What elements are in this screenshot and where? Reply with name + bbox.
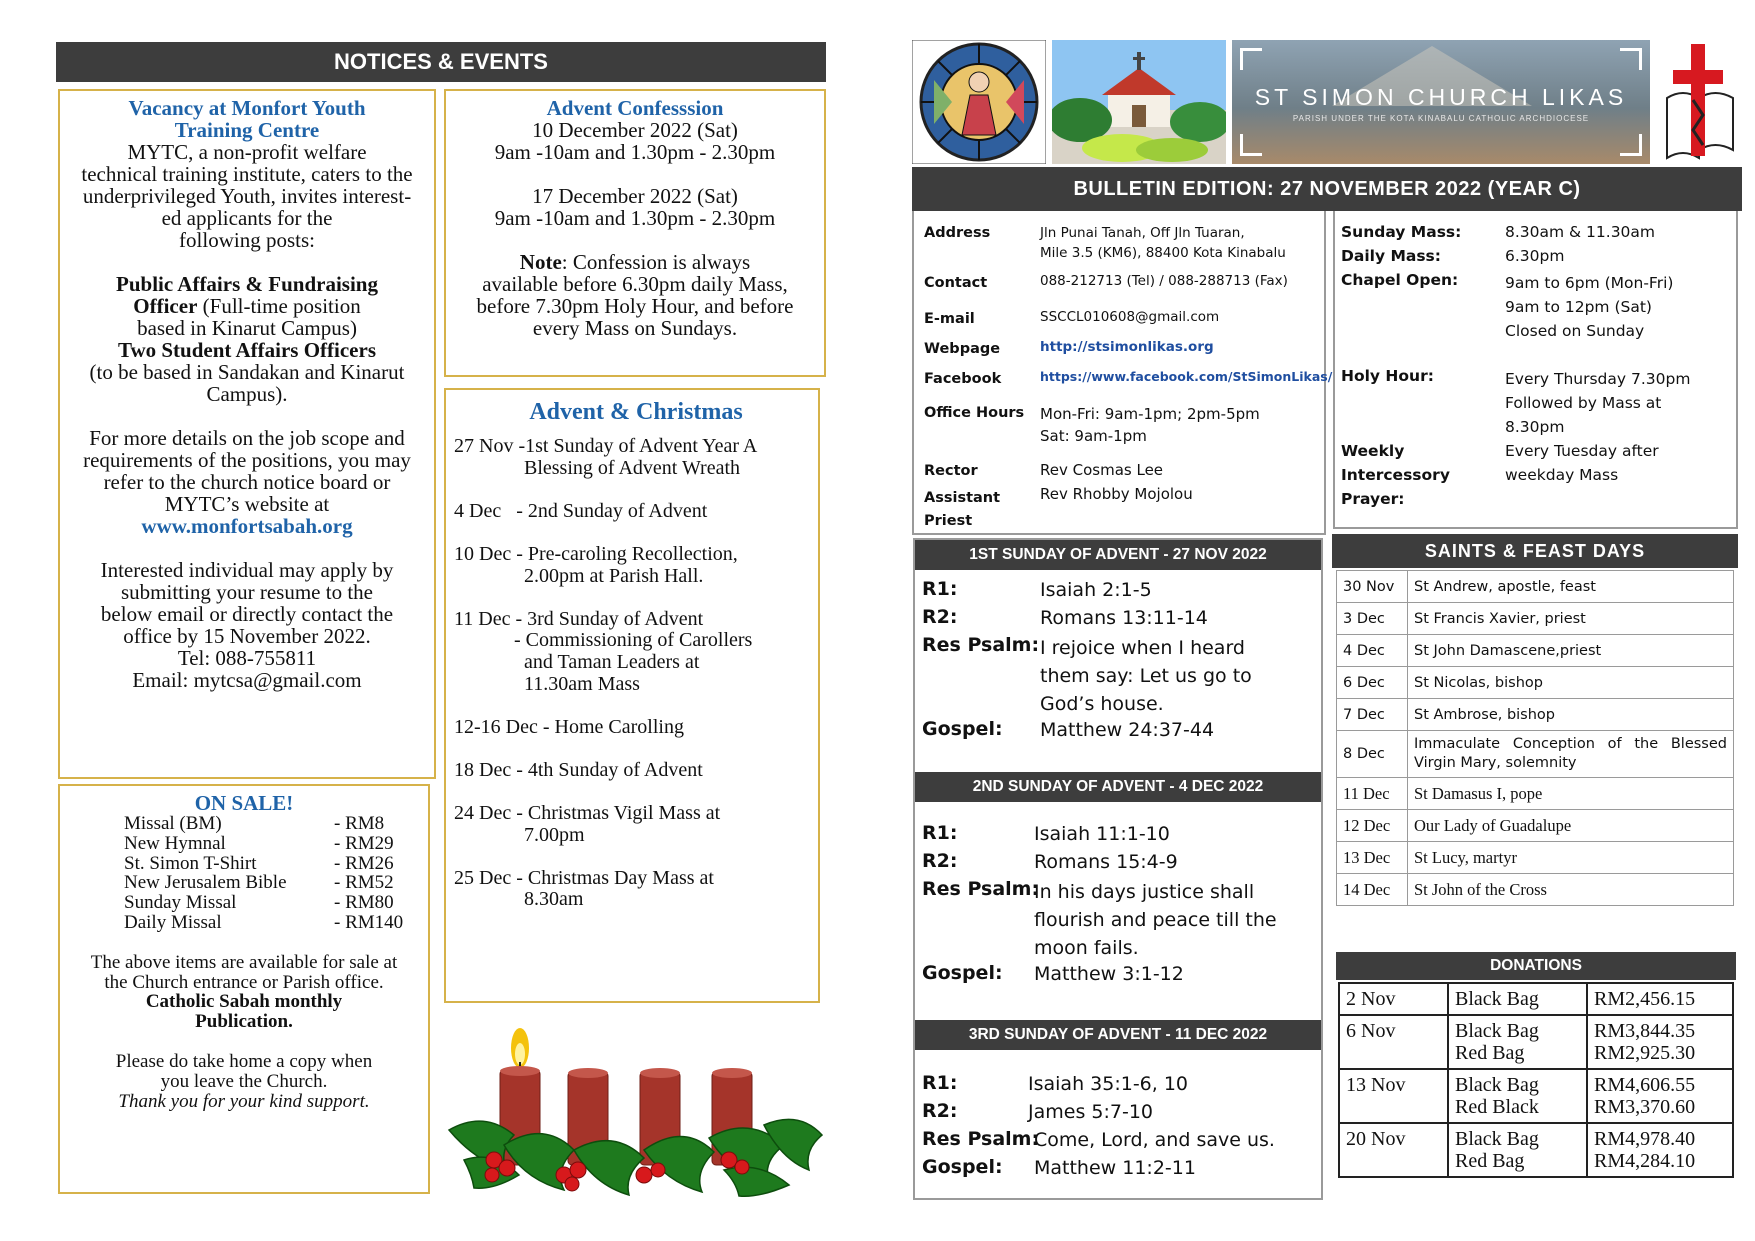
assistant-priest-value: Rev Rhobby Mojolou — [1040, 485, 1193, 503]
advent-line — [454, 522, 818, 544]
reading-block-1: R1: Isaiah 2:1-5 R2: Romans 13:11-14 Res Psalm: I rejoice when I heard them say: Let us go to God’s house. Gospel: Matthew 24:37-44 — [922, 578, 1252, 741]
saint-name: St John Damascene,priest — [1408, 635, 1734, 667]
donation-date: 13 Nov — [1339, 1069, 1448, 1123]
saint-row — [1337, 635, 1734, 667]
donation-bags — [1448, 1069, 1587, 1123]
intercessory-prayer-value: Every Tuesday after weekday Mass — [1505, 442, 1659, 484]
office-hours-label: Office Hours — [924, 405, 1025, 421]
reading-1-psalm: I rejoice when I heard them say: Let us go to God’s house. — [1040, 637, 1252, 715]
parish-logo-icon — [1653, 40, 1743, 164]
office-hours-value: Mon-Fri: 9am-1pm; 2pm-5pm Sat: 9am-1pm — [1040, 405, 1260, 445]
sale-item-name: New Jerusalem Bible — [124, 872, 287, 894]
assistant-priest-label: Assistant Priest — [924, 490, 1001, 529]
donation-bag: Red Bag — [1455, 1150, 1525, 1172]
vacancy-intro: MYTC, a non-profit welfare technical training institute, caters to the underprivileged Youth, invites interest- ed applicants for the following posts: — [81, 140, 413, 252]
reading-2-gospel: Matthew 3:1-12 — [1034, 963, 1184, 985]
church-name: ST SIMON CHURCH LIKAS — [1254, 84, 1628, 110]
chapel-open-label: Chapel Open: — [1341, 271, 1459, 289]
sale-item-price: - RM26 — [334, 852, 394, 874]
reading-3-r1: Isaiah 35:1-6, 10 — [1028, 1073, 1189, 1095]
reading-1-r2: Romans 13:11-14 — [1040, 607, 1208, 629]
bulletin-edition-bar: BULLETIN EDITION: 27 NOVEMBER 2022 (YEAR C) — [912, 167, 1742, 211]
sale-item — [124, 873, 428, 893]
parish-info-box — [912, 211, 1333, 535]
saint-date: 8 Dec — [1337, 731, 1408, 778]
publication-note: Catholic Sabah monthly Publication. — [145, 991, 343, 1033]
saint-date: 13 Dec — [1337, 842, 1408, 874]
donations-table — [1338, 982, 1734, 1178]
saint-name: Our Lady of Guadalupe — [1408, 810, 1734, 842]
sale-item-price: - RM140 — [334, 911, 404, 933]
donation-row — [1339, 1015, 1733, 1069]
monfort-website-link[interactable]: www.monfortsabah.org — [141, 514, 353, 538]
advent-line: 7.00pm — [454, 823, 585, 846]
donation-bag: Black Bag — [1455, 1074, 1539, 1096]
sale-item-name: New Hymnal — [124, 832, 226, 854]
webpage-link[interactable]: http://stsimonlikas.org — [1040, 339, 1214, 355]
saint-date: 11 Dec — [1337, 778, 1408, 810]
saint-row — [1337, 699, 1734, 731]
reading-header-1: 1ST SUNDAY OF ADVENT - 27 NOV 2022 — [915, 540, 1321, 570]
advent-line: 25 Dec - Christmas Day Mass at — [454, 866, 714, 889]
donation-amount: RM2,925.30 — [1594, 1042, 1696, 1064]
donation-amount: RM3,370.60 — [1594, 1096, 1696, 1118]
donation-date: 20 Nov — [1339, 1123, 1448, 1177]
advent-line: 27 Nov -1st Sunday of Advent Year A — [454, 435, 758, 457]
church-subtitle: PARISH UNDER THE KOTA KINABALU CATHOLIC ARCHDIOCESE — [1292, 114, 1590, 123]
advent-line — [454, 846, 818, 868]
advent-line: 10 Dec - Pre-caroling Recollection, — [454, 542, 738, 565]
saint-name: St John of the Cross — [1408, 874, 1734, 906]
advent-box — [444, 388, 820, 1003]
sale-title: ON SALE! — [194, 791, 294, 815]
saint-name: Immaculate Conception of the Blessed Virgin Mary, solemnity — [1408, 731, 1734, 778]
reading-1-r1: Isaiah 2:1-5 — [1040, 579, 1152, 601]
saint-date: 30 Nov — [1337, 571, 1408, 603]
advent-title: Advent & Christmas — [529, 399, 743, 425]
mass-times-box — [1333, 211, 1738, 529]
take-home-note: Please do take home a copy when you leave the Church. Thank you for your kind support. — [115, 1050, 373, 1112]
advent-line — [454, 587, 818, 609]
advent-line: 18 Dec - 4th Sunday of Advent — [454, 758, 703, 781]
advent-line: 11 Dec - 3rd Sunday of Advent — [454, 607, 704, 630]
sale-item-name: Missal (BM) — [124, 813, 222, 834]
reading-2-psalm: In his days justice shall flourish and peace till the moon fails. — [1034, 881, 1277, 959]
chapel-open-value: 9am to 6pm (Mon-Fri) 9am to 12pm (Sat) Closed on Sunday — [1505, 274, 1674, 340]
saint-name: St Damasus I, pope — [1408, 778, 1734, 810]
donation-amounts — [1587, 1123, 1733, 1177]
saint-date: 4 Dec — [1337, 635, 1408, 667]
sale-item-price: - RM80 — [334, 892, 394, 914]
saint-name: St Ambrose, bishop — [1408, 699, 1734, 731]
saint-date: 7 Dec — [1337, 699, 1408, 731]
advent-line: 12-16 Dec - Home Carolling — [454, 715, 684, 738]
advent-line: Blessing of Advent Wreath — [454, 456, 741, 479]
saint-row — [1337, 571, 1734, 603]
sale-item-price: - RM29 — [334, 832, 394, 854]
address-value: Jln Punai Tanah, Off Jln Tuaran, Mile 3.5 (KM6), 88400 Kota Kinabalu — [1040, 225, 1286, 261]
advent-line — [454, 738, 818, 760]
holy-hour-value: Every Thursday 7.30pm Followed by Mass at 8.30pm — [1505, 370, 1691, 436]
confession-note: Note: Confession is always available before 6.30pm daily Mass, before 7.30pm Holy Hour, and before every Mass on Sundays. — [476, 250, 794, 340]
donation-bag: Black Bag — [1455, 1128, 1539, 1150]
advent-line: 24 Dec - Christmas Vigil Mass at — [454, 802, 721, 825]
confession-line: 9am -10am and 1.30pm - 2.30pm — [494, 140, 776, 164]
saints-table — [1336, 570, 1734, 906]
reading-block-3: R1: Isaiah 35:1-6, 10 R2: James 5:7-10 Res Psalm: Come, Lord, and save us. Gospel: Matthew 11:2-11 — [922, 1072, 1275, 1179]
donation-bags — [1448, 1123, 1587, 1177]
sale-box — [58, 784, 430, 1194]
reading-3-gospel: Matthew 11:2-11 — [1034, 1157, 1196, 1179]
sale-item-name: Daily Missal — [124, 911, 222, 933]
confession-title: Advent Confesssion — [546, 96, 724, 120]
donations-header: DONATIONS — [1336, 952, 1736, 980]
saint-row — [1337, 874, 1734, 906]
reading-header-2: 2ND SUNDAY OF ADVENT - 4 DEC 2022 — [915, 772, 1321, 802]
saint-row — [1337, 731, 1734, 778]
details-text: For more details on the job scope and requirements of the positions, you may refer to the church notice board or MYTC’s website at — [83, 426, 411, 516]
donation-bags — [1448, 1015, 1587, 1069]
advent-line — [454, 695, 818, 717]
confession-line: 10 December 2022 (Sat) — [532, 118, 738, 142]
reading-2-r1: Isaiah 11:1-10 — [1034, 823, 1170, 845]
notices-header: NOTICES & EVENTS — [56, 42, 826, 82]
sunday-mass-label: Sunday Mass: — [1341, 223, 1462, 241]
saint-row — [1337, 810, 1734, 842]
confession-line: 17 December 2022 (Sat) — [532, 184, 738, 208]
saint-date: 6 Dec — [1337, 667, 1408, 699]
donation-amount: RM2,456.15 — [1594, 988, 1696, 1010]
email-value[interactable]: SSCCL010608@gmail.com — [1040, 309, 1220, 325]
reading-1-gospel: Matthew 24:37-44 — [1040, 719, 1215, 741]
reading-header-3: 3RD SUNDAY OF ADVENT - 11 DEC 2022 — [915, 1020, 1321, 1050]
advent-line: 8.30am — [454, 888, 584, 911]
saint-row — [1337, 667, 1734, 699]
sunday-mass-value: 8.30am & 11.30am — [1505, 223, 1656, 241]
sale-availability: The above items are available for sale at the Church entrance or Parish office. — [90, 951, 398, 993]
reading-block-2: R1: Isaiah 11:1-10 R2: Romans 15:4-9 Res Psalm: In his days justice shall flourish and peace till the moon fails. Gospel: Matthew 3:1-12 — [922, 822, 1277, 985]
reading-3-psalm: Come, Lord, and save us. — [1034, 1129, 1275, 1151]
saint-date: 3 Dec — [1337, 603, 1408, 635]
contact-value: 088-212713 (Tel) / 088-288713 (Fax) — [1040, 273, 1288, 289]
reading-2-r2: Romans 15:4-9 — [1034, 851, 1178, 873]
sale-list — [124, 814, 428, 933]
sale-item-name: St. Simon T-Shirt — [124, 852, 257, 874]
facebook-label: Facebook — [924, 371, 1002, 387]
sale-item-price: - RM8 — [334, 813, 385, 834]
rector-label: Rector — [924, 463, 978, 479]
donation-amount: RM4,978.40 — [1594, 1128, 1696, 1150]
email-label: E-mail — [924, 311, 975, 327]
donation-bag: Black Bag — [1455, 1020, 1539, 1042]
confession-line: 9am -10am and 1.30pm - 2.30pm — [494, 206, 776, 230]
advent-line: 4 Dec - 2nd Sunday of Advent — [454, 499, 708, 522]
facebook-link[interactable]: https://www.facebook.com/StSimonLikas/ — [1040, 369, 1333, 384]
advent-line: and Taman Leaders at — [454, 650, 700, 673]
saint-name: St Lucy, martyr — [1408, 842, 1734, 874]
rector-value: Rev Cosmas Lee — [1040, 461, 1164, 479]
advent-line: 2.00pm at Parish Hall. — [454, 564, 704, 587]
advent-wreath-illustration — [444, 1010, 824, 1200]
stained-glass-image — [912, 40, 1046, 164]
sale-item — [124, 854, 428, 874]
church-banner — [1232, 40, 1650, 164]
donation-amounts — [1587, 1015, 1733, 1069]
sale-item-price: - RM52 — [334, 872, 394, 894]
sale-item-name: Sunday Missal — [124, 892, 237, 914]
reading-3-r2: James 5:7-10 — [1028, 1101, 1153, 1123]
donation-date: 2 Nov — [1339, 983, 1448, 1015]
sale-item — [124, 834, 428, 854]
saints-header: SAINTS & FEAST DAYS — [1332, 534, 1738, 568]
donation-amount: RM4,284.10 — [1594, 1150, 1696, 1172]
vacancy-box — [58, 89, 436, 779]
saint-name: St Francis Xavier, priest — [1408, 603, 1734, 635]
saint-row — [1337, 842, 1734, 874]
church-photo — [1052, 40, 1226, 164]
sale-item — [124, 814, 428, 834]
saint-name: St Andrew, apostle, feast — [1408, 571, 1734, 603]
donation-bag: Red Bag — [1455, 1042, 1525, 1064]
donation-amounts — [1587, 983, 1733, 1015]
saint-date: 14 Dec — [1337, 874, 1408, 906]
daily-mass-value: 6.30pm — [1505, 247, 1565, 265]
post-2: Two Student Affairs Officers (to be based in Sandakan and Kinarut Campus). — [89, 338, 405, 406]
daily-mass-label: Daily Mass: — [1341, 247, 1441, 265]
saint-row — [1337, 603, 1734, 635]
holy-hour-label: Holy Hour: — [1341, 367, 1434, 385]
saint-date: 12 Dec — [1337, 810, 1408, 842]
advent-line — [454, 479, 818, 501]
confession-box — [444, 89, 826, 377]
apply-text: Interested individual may apply by submitting your resume to the below email or directly contact the office by 15 November 2022. Tel: 088-755811 Email: mytcsa@gmail.com — [100, 558, 394, 692]
advent-line: 11.30am Mass — [454, 672, 640, 695]
donation-amounts — [1587, 1069, 1733, 1123]
post-1: Public Affairs & Fundraising Officer (Full-time position based in Kinarut Campus) — [116, 272, 378, 340]
donation-row — [1339, 1069, 1733, 1123]
sale-item — [124, 913, 428, 933]
vacancy-title: Vacancy at Monfort Youth Training Centre — [128, 96, 366, 142]
intercessory-prayer-label: Weekly Intercessory Prayer: — [1341, 442, 1450, 508]
webpage-label: Webpage — [924, 341, 1001, 357]
donation-date: 6 Nov — [1339, 1015, 1448, 1069]
donation-row — [1339, 1123, 1733, 1177]
donation-bag: Black Bag — [1455, 988, 1539, 1010]
saint-row — [1337, 778, 1734, 810]
sale-item — [124, 893, 428, 913]
address-label: Address — [924, 225, 991, 241]
donation-row — [1339, 983, 1733, 1015]
advent-schedule — [454, 436, 818, 911]
saint-name: St Nicolas, bishop — [1408, 667, 1734, 699]
contact-label: Contact — [924, 275, 988, 291]
donation-bags — [1448, 983, 1587, 1015]
advent-line — [454, 782, 818, 804]
advent-line: - Commissioning of Carollers — [454, 629, 753, 652]
donation-amount: RM4,606.55 — [1594, 1074, 1696, 1096]
donation-bag: Red Black — [1455, 1096, 1539, 1118]
donation-amount: RM3,844.35 — [1594, 1020, 1696, 1042]
